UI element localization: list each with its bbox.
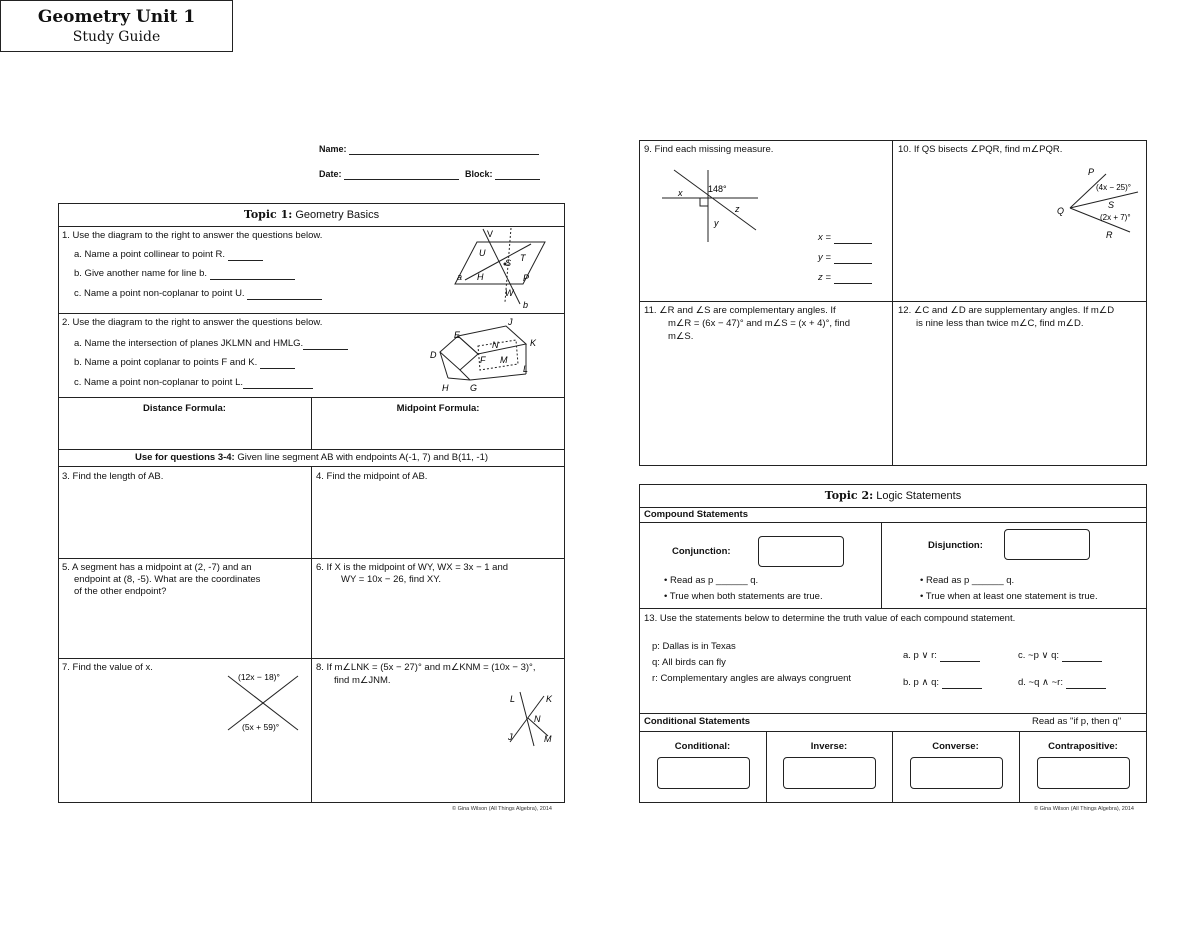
q10-prompt: 10. If QS bisects ∠PQR, find m∠PQR. bbox=[898, 144, 1063, 155]
q8-label-l: L bbox=[510, 694, 516, 704]
label-g: G bbox=[470, 383, 478, 393]
block-field[interactable] bbox=[465, 169, 540, 180]
q2a: a. Name the intersection of planes JKLMN and HMLG. bbox=[64, 338, 348, 350]
use-for-q3-4: Use for questions 3-4: Given line segment AB with endpoints A(-1, 7) and B(11, -1) bbox=[134, 452, 489, 463]
q13-p: p: Dallas is in Texas bbox=[652, 641, 736, 652]
q13-b: b. p ∧ q: bbox=[903, 677, 982, 689]
q9-var-z: z bbox=[735, 204, 740, 214]
topic1-heading: Topic 1: Geometry Basics bbox=[243, 208, 380, 221]
q1b: b. Give another name for line b. bbox=[64, 268, 295, 280]
conjunction-answer-box[interactable] bbox=[758, 536, 844, 567]
q7-angle1: (12x − 18)° bbox=[238, 672, 280, 682]
q5-line2: endpoint at (8, -5). What are the coordinates bbox=[74, 574, 261, 585]
label-e: E bbox=[454, 330, 461, 340]
conditional-label: Conditional: bbox=[674, 741, 731, 752]
q12-line2: is nine less than twice m∠C, find m∠D. bbox=[916, 318, 1084, 329]
q10-angle2: (2x + 7)° bbox=[1100, 213, 1131, 222]
q8-label-j: J bbox=[508, 732, 513, 742]
q6-line2: WY = 10x − 26, find XY. bbox=[341, 574, 441, 585]
title-box bbox=[0, 0, 233, 52]
conjunction-rule: • True when both statements are true. bbox=[664, 591, 823, 602]
q10-label-r: R bbox=[1106, 230, 1113, 240]
q8-label-k: K bbox=[546, 694, 553, 704]
q5-line3: of the other endpoint? bbox=[74, 586, 167, 597]
q9-diagram bbox=[660, 166, 770, 246]
q4: 4. Find the midpoint of AB. bbox=[316, 471, 428, 482]
q8-line1: 8. If m∠LNK = (5x − 27)° and m∠KNM = (10x − 3)°, bbox=[316, 662, 536, 673]
inverse-answer-box[interactable] bbox=[783, 757, 876, 789]
converse-answer-box[interactable] bbox=[910, 757, 1003, 789]
q8-line2: find m∠JNM. bbox=[334, 675, 391, 686]
page-subtitle: Study Guide bbox=[72, 29, 161, 45]
left-footer: © Gina Wilson (All Things Algebra), 2014 bbox=[452, 806, 552, 812]
prism-diagram-q2 bbox=[428, 314, 548, 396]
conditional-heading: Conditional Statements bbox=[644, 716, 751, 727]
disjunction-answer-box[interactable] bbox=[1004, 529, 1090, 560]
q9-y-answer: y = bbox=[818, 252, 872, 264]
midpoint-formula-label: Midpoint Formula: bbox=[396, 403, 480, 414]
label-u: U bbox=[479, 248, 486, 258]
label-p: P bbox=[523, 273, 530, 283]
q10-angle1: (4x − 25)° bbox=[1096, 183, 1131, 192]
name-field[interactable] bbox=[319, 144, 539, 155]
q1a: a. Name a point collinear to point R. bbox=[64, 249, 263, 261]
label-k: K bbox=[530, 338, 537, 348]
page-title: Geometry Unit 1 bbox=[37, 7, 196, 27]
q13-c: c. ~p ∨ q: bbox=[1018, 650, 1102, 662]
contrapositive-answer-box[interactable] bbox=[1037, 757, 1130, 789]
label-t: T bbox=[520, 253, 526, 263]
date-field[interactable] bbox=[319, 169, 459, 180]
label-v: V bbox=[487, 229, 494, 239]
conjunction-label: Conjunction: bbox=[672, 546, 731, 557]
q8-diagram bbox=[500, 688, 560, 750]
inverse-label: Inverse: bbox=[810, 741, 848, 752]
label-f: F bbox=[480, 355, 486, 365]
q8-label-m: M bbox=[544, 734, 552, 744]
label-l: L bbox=[523, 364, 529, 374]
read-as-if-then: Read as "if p, then q" bbox=[1032, 716, 1122, 727]
label-m: M bbox=[500, 355, 508, 365]
label-s: S bbox=[505, 258, 512, 268]
contrapositive-label: Contrapositive: bbox=[1048, 741, 1118, 752]
q11-line2: m∠R = (6x − 47)° and m∠S = (x + 4)°, find bbox=[668, 318, 850, 329]
conjunction-read-as: • Read as p ______ q. bbox=[664, 575, 759, 586]
q9-prompt: 9. Find each missing measure. bbox=[644, 144, 774, 155]
q11-line3: m∠S. bbox=[668, 331, 694, 342]
q7-prompt: 7. Find the value of x. bbox=[62, 662, 153, 673]
label-j: J bbox=[508, 317, 513, 327]
q9-var-x: x bbox=[678, 188, 683, 198]
q10-label-p: P bbox=[1088, 167, 1095, 177]
q2-prompt: 2. Use the diagram to the right to answer the questions below. bbox=[62, 317, 323, 328]
q13-q: q: All birds can fly bbox=[652, 657, 726, 668]
topic2-heading: Topic 2: Logic Statements bbox=[824, 489, 962, 502]
q10-diagram bbox=[1050, 162, 1145, 240]
q13-a: a. p ∨ r: bbox=[903, 650, 980, 662]
q13-r: r: Complementary angles are always congruent bbox=[652, 673, 852, 684]
disjunction-read-as: • Read as p ______ q. bbox=[920, 575, 1015, 586]
label-b: b bbox=[523, 300, 529, 310]
q2c: c. Name a point non-coplanar to point L. bbox=[64, 377, 313, 389]
label-a: a bbox=[457, 272, 463, 282]
q9-x-answer: x = bbox=[818, 232, 872, 244]
q10-label-s: S bbox=[1108, 200, 1115, 210]
q1c: c. Name a point non-coplanar to point U. bbox=[64, 288, 322, 300]
q9-angle-148: 148° bbox=[708, 184, 727, 194]
q10-label-q: Q bbox=[1057, 206, 1065, 216]
block-label: Block: bbox=[465, 169, 493, 179]
q6-line1: 6. If X is the midpoint of WY, WX = 3x − 1 and bbox=[316, 562, 509, 573]
q5-line1: 5. A segment has a midpoint at (2, -7) and an bbox=[62, 562, 252, 573]
q9-var-y: y bbox=[714, 218, 719, 228]
q9-z-answer: z = bbox=[818, 272, 872, 284]
q11-line1: 11. ∠R and ∠S are complementary angles. If bbox=[644, 305, 836, 316]
q13-d: d. ~q ∧ ~r: bbox=[1018, 677, 1106, 689]
distance-formula-label: Distance Formula: bbox=[143, 403, 226, 414]
converse-label: Converse: bbox=[932, 741, 979, 752]
q7-diagram bbox=[218, 668, 308, 740]
date-label: Date: bbox=[319, 169, 342, 179]
label-w: W bbox=[505, 288, 514, 298]
label-h2: H bbox=[442, 383, 449, 393]
q12-line1: 12. ∠C and ∠D are supplementary angles. If m∠D bbox=[898, 305, 1115, 316]
label-n: N bbox=[492, 340, 499, 350]
disjunction-label: Disjunction: bbox=[928, 540, 983, 551]
q3: 3. Find the length of AB. bbox=[62, 471, 164, 482]
q8-label-n: N bbox=[534, 714, 541, 724]
label-d: D bbox=[430, 350, 437, 360]
q13-prompt: 13. Use the statements below to determine the truth value of each compound statement. bbox=[644, 613, 1016, 624]
q2b: b. Name a point coplanar to points F and K. bbox=[64, 357, 295, 369]
right-footer: © Gina Wilson (All Things Algebra), 2014 bbox=[1034, 806, 1134, 812]
compound-heading: Compound Statements bbox=[644, 509, 748, 520]
conditional-answer-box[interactable] bbox=[657, 757, 750, 789]
q7-angle2: (5x + 59)° bbox=[242, 722, 280, 732]
disjunction-rule: • True when at least one statement is true. bbox=[920, 591, 1098, 602]
name-label: Name: bbox=[319, 144, 347, 154]
plane-diagram-q1 bbox=[445, 224, 555, 312]
label-h: H bbox=[477, 272, 484, 282]
q1-prompt: 1. Use the diagram to the right to answer the questions below. bbox=[62, 230, 323, 241]
